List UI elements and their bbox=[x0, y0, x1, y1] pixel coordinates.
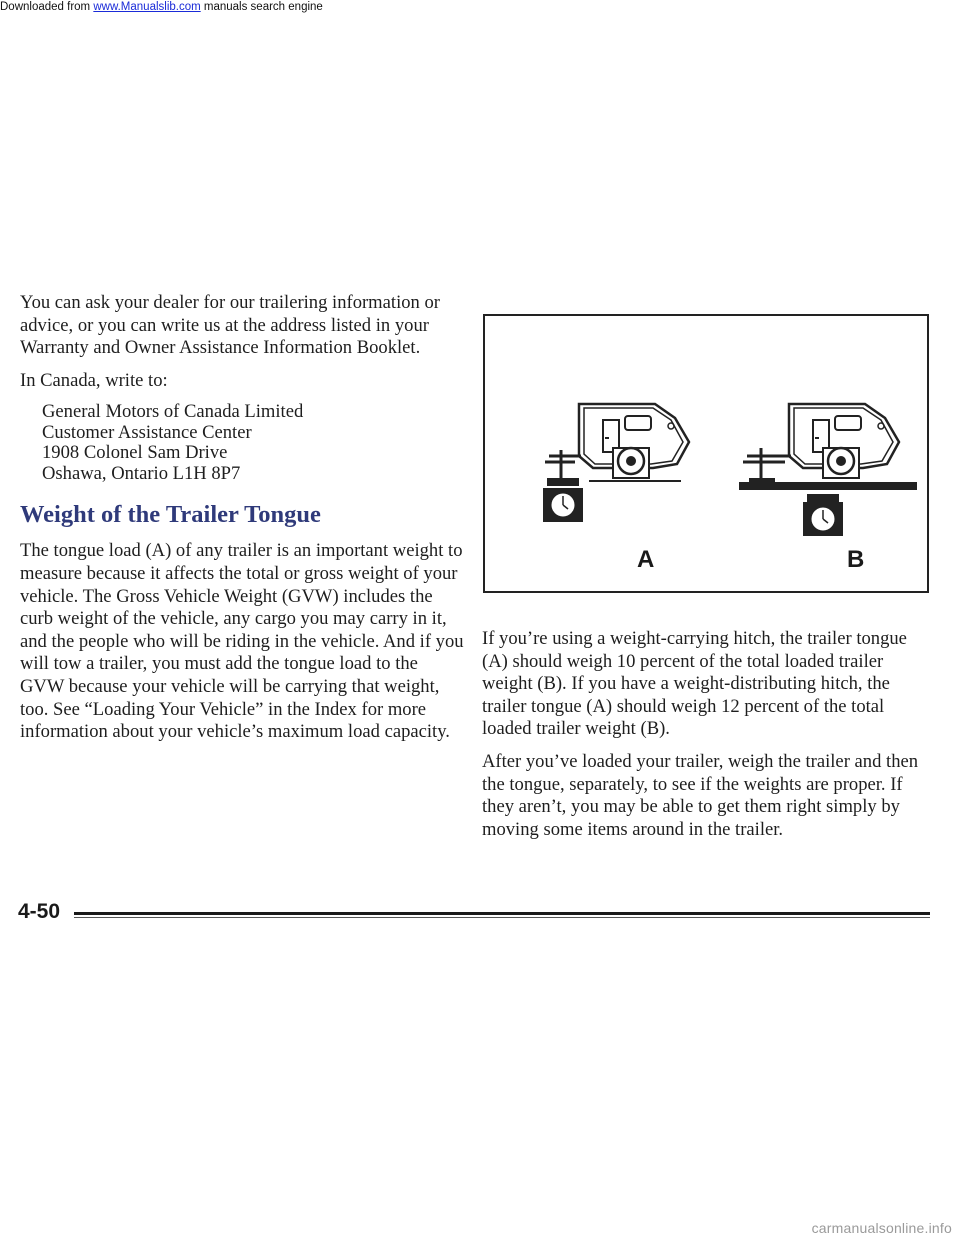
left-column bbox=[20, 292, 466, 754]
figure-label-a: A bbox=[637, 546, 655, 573]
hitch-weight-paragraph: If you’re using a weight-carrying hitch, the trailer tongue (A) should weigh 10 percent of the total loaded trailer weight (B). If you have a weight-distributing hitch, the trailer tongue (A) should weigh 12 percent of the total loaded trailer weight (B). bbox=[482, 628, 907, 740]
download-banner bbox=[0, 0, 960, 14]
address-line: General Motors of Canada Limited bbox=[42, 401, 304, 423]
tongue-load-paragraph: The tongue load (A) of any trailer is an important weight to measure because it affects the total or gross weight of your vehicle. The Gross Vehicle Weight (GVW) includes the curb weight of the vehicle, any cargo you may carry in it, and the people who will be riding in the vehicle. And if you will tow a trailer, you must add the tongue load to the GVW because your vehicle will be carrying that weight, too. See “Loading Your Vehicle” in the Index for more information about your vehicle’s maximum load capacity. bbox=[20, 540, 464, 743]
trailer-b-drawing bbox=[739, 404, 917, 536]
trailer-a-drawing bbox=[543, 404, 689, 522]
canada-address bbox=[42, 402, 466, 484]
trailer-weighing-figure bbox=[483, 314, 929, 593]
manualslib-link[interactable]: www.Manualslib.com bbox=[93, 1, 201, 13]
page-number: 4-50 bbox=[18, 900, 61, 923]
right-column bbox=[482, 628, 934, 851]
banner-prefix: Downloaded from bbox=[0, 1, 94, 13]
banner-suffix: manuals search engine bbox=[200, 1, 323, 13]
canada-paragraph: In Canada, write to: bbox=[20, 369, 168, 391]
footer-rule bbox=[74, 912, 930, 915]
address-line: Customer Assistance Center bbox=[42, 421, 252, 443]
section-heading: Weight of the Trailer Tongue bbox=[20, 501, 321, 529]
figure-label-b: B bbox=[847, 546, 865, 573]
address-line: Oshawa, Ontario L1H 8P7 bbox=[42, 462, 241, 484]
intro-paragraph: You can ask your dealer for our trailering information or advice, or you can write us at the address listed in your Warranty and Owner Assistance Information Booklet. bbox=[20, 292, 440, 359]
address-line: 1908 Colonel Sam Drive bbox=[42, 442, 228, 464]
watermark-logo: carmanualsonline.info bbox=[811, 1220, 952, 1236]
weighing-paragraph: After you’ve loaded your trailer, weigh the trailer and then the tongue, separately, to see if the weights are proper. If they aren’t, you may be able to get them right simply by moving some items around in the trailer. bbox=[482, 750, 919, 840]
footer-rule-thin bbox=[74, 917, 930, 918]
